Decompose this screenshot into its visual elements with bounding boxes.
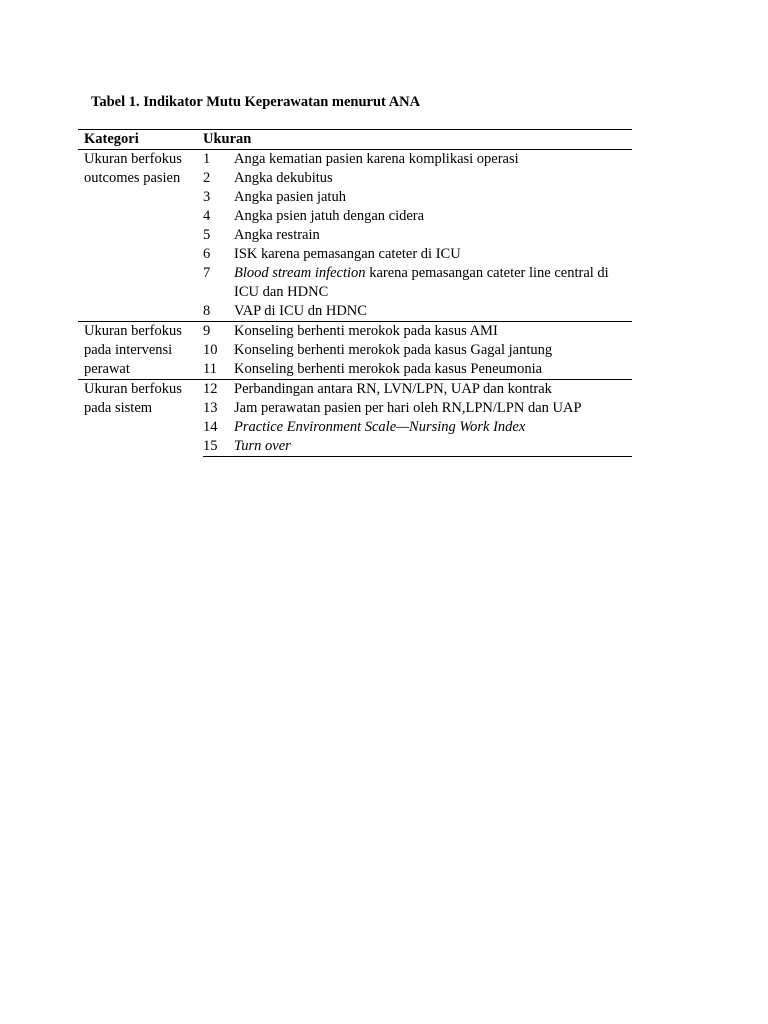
measure-text: Konseling berhenti merokok pada kasus Peneumonia	[234, 361, 543, 377]
table-row	[78, 150, 632, 170]
measure-text: Jam perawatan pasien per hari oleh RN,LPN/LPN dan UAP	[234, 400, 582, 416]
row-number: 5	[203, 227, 211, 243]
row-number: 6	[203, 246, 211, 262]
row-number: 9	[203, 322, 234, 342]
measure-italic-text: Blood stream infection	[234, 265, 366, 281]
category-cell: Ukuran berfokus outcomes pasien	[78, 150, 203, 322]
measure-text: Perbandingan antara RN, LVN/LPN, UAP dan kontrak	[234, 381, 552, 397]
measure-cell	[234, 207, 632, 226]
measure-cell	[234, 322, 632, 342]
row-number: 4	[203, 208, 211, 224]
measure-text: Anga kematian pasien karena komplikasi operasi	[234, 151, 519, 167]
measure-text: Angka psien jatuh dengan cidera	[234, 208, 425, 224]
measure-text: Angka restrain	[234, 227, 320, 243]
row-number: 15	[203, 437, 234, 457]
measure-cell	[234, 245, 632, 264]
measure-cell	[234, 399, 632, 418]
measure-italic-text: Practice Environment Scale—Nursing Work Index	[234, 419, 526, 435]
measure-cell	[234, 150, 632, 170]
table-caption: Tabel 1. Indikator Mutu Keperawatan menurut ANA	[91, 94, 421, 110]
measure-cell	[234, 264, 632, 302]
row-number: 11	[203, 361, 217, 377]
table-row	[78, 380, 632, 400]
row-number: 10	[203, 342, 218, 358]
row-number: 8	[203, 303, 211, 319]
measure-text: ISK karena pemasangan cateter di ICU	[234, 246, 461, 262]
measure-text: VAP di ICU dn HDNC	[234, 303, 367, 319]
measure-cell	[234, 302, 632, 322]
measure-cell	[234, 437, 632, 457]
table-row	[78, 322, 632, 342]
measure-cell	[234, 226, 632, 245]
category-cell: Ukuran berfokus pada intervensi perawat	[78, 322, 203, 380]
row-number: 12	[203, 380, 234, 400]
row-number: 2	[203, 170, 211, 186]
measure-text: Angka pasien jatuh	[234, 189, 346, 205]
header-ukuran: Ukuran	[203, 130, 632, 150]
measure-cell	[234, 360, 632, 380]
table-header-row	[78, 130, 632, 150]
measure-cell	[234, 380, 632, 400]
indicator-table	[78, 129, 632, 457]
measure-text: Konseling berhenti merokok pada kasus AMI	[234, 323, 498, 339]
row-number: 14	[203, 419, 218, 435]
row-number: 7	[203, 265, 211, 281]
measure-cell	[234, 169, 632, 188]
table-body	[78, 150, 632, 457]
category-cell: Ukuran berfokus pada sistem	[78, 380, 203, 457]
row-number: 1	[203, 150, 234, 170]
measure-cell	[234, 418, 632, 437]
row-number: 13	[203, 400, 218, 416]
measure-italic-text: Turn over	[234, 438, 291, 454]
measure-text: Konseling berhenti merokok pada kasus Gagal jantung	[234, 342, 553, 358]
measure-text: karena pemasangan cateter line central di ICU dan HDNC	[234, 265, 609, 300]
measure-cell	[234, 188, 632, 207]
header-kategori: Kategori	[78, 130, 203, 150]
row-number: 3	[203, 189, 211, 205]
measure-cell	[234, 341, 632, 360]
measure-text: Angka dekubitus	[234, 170, 333, 186]
